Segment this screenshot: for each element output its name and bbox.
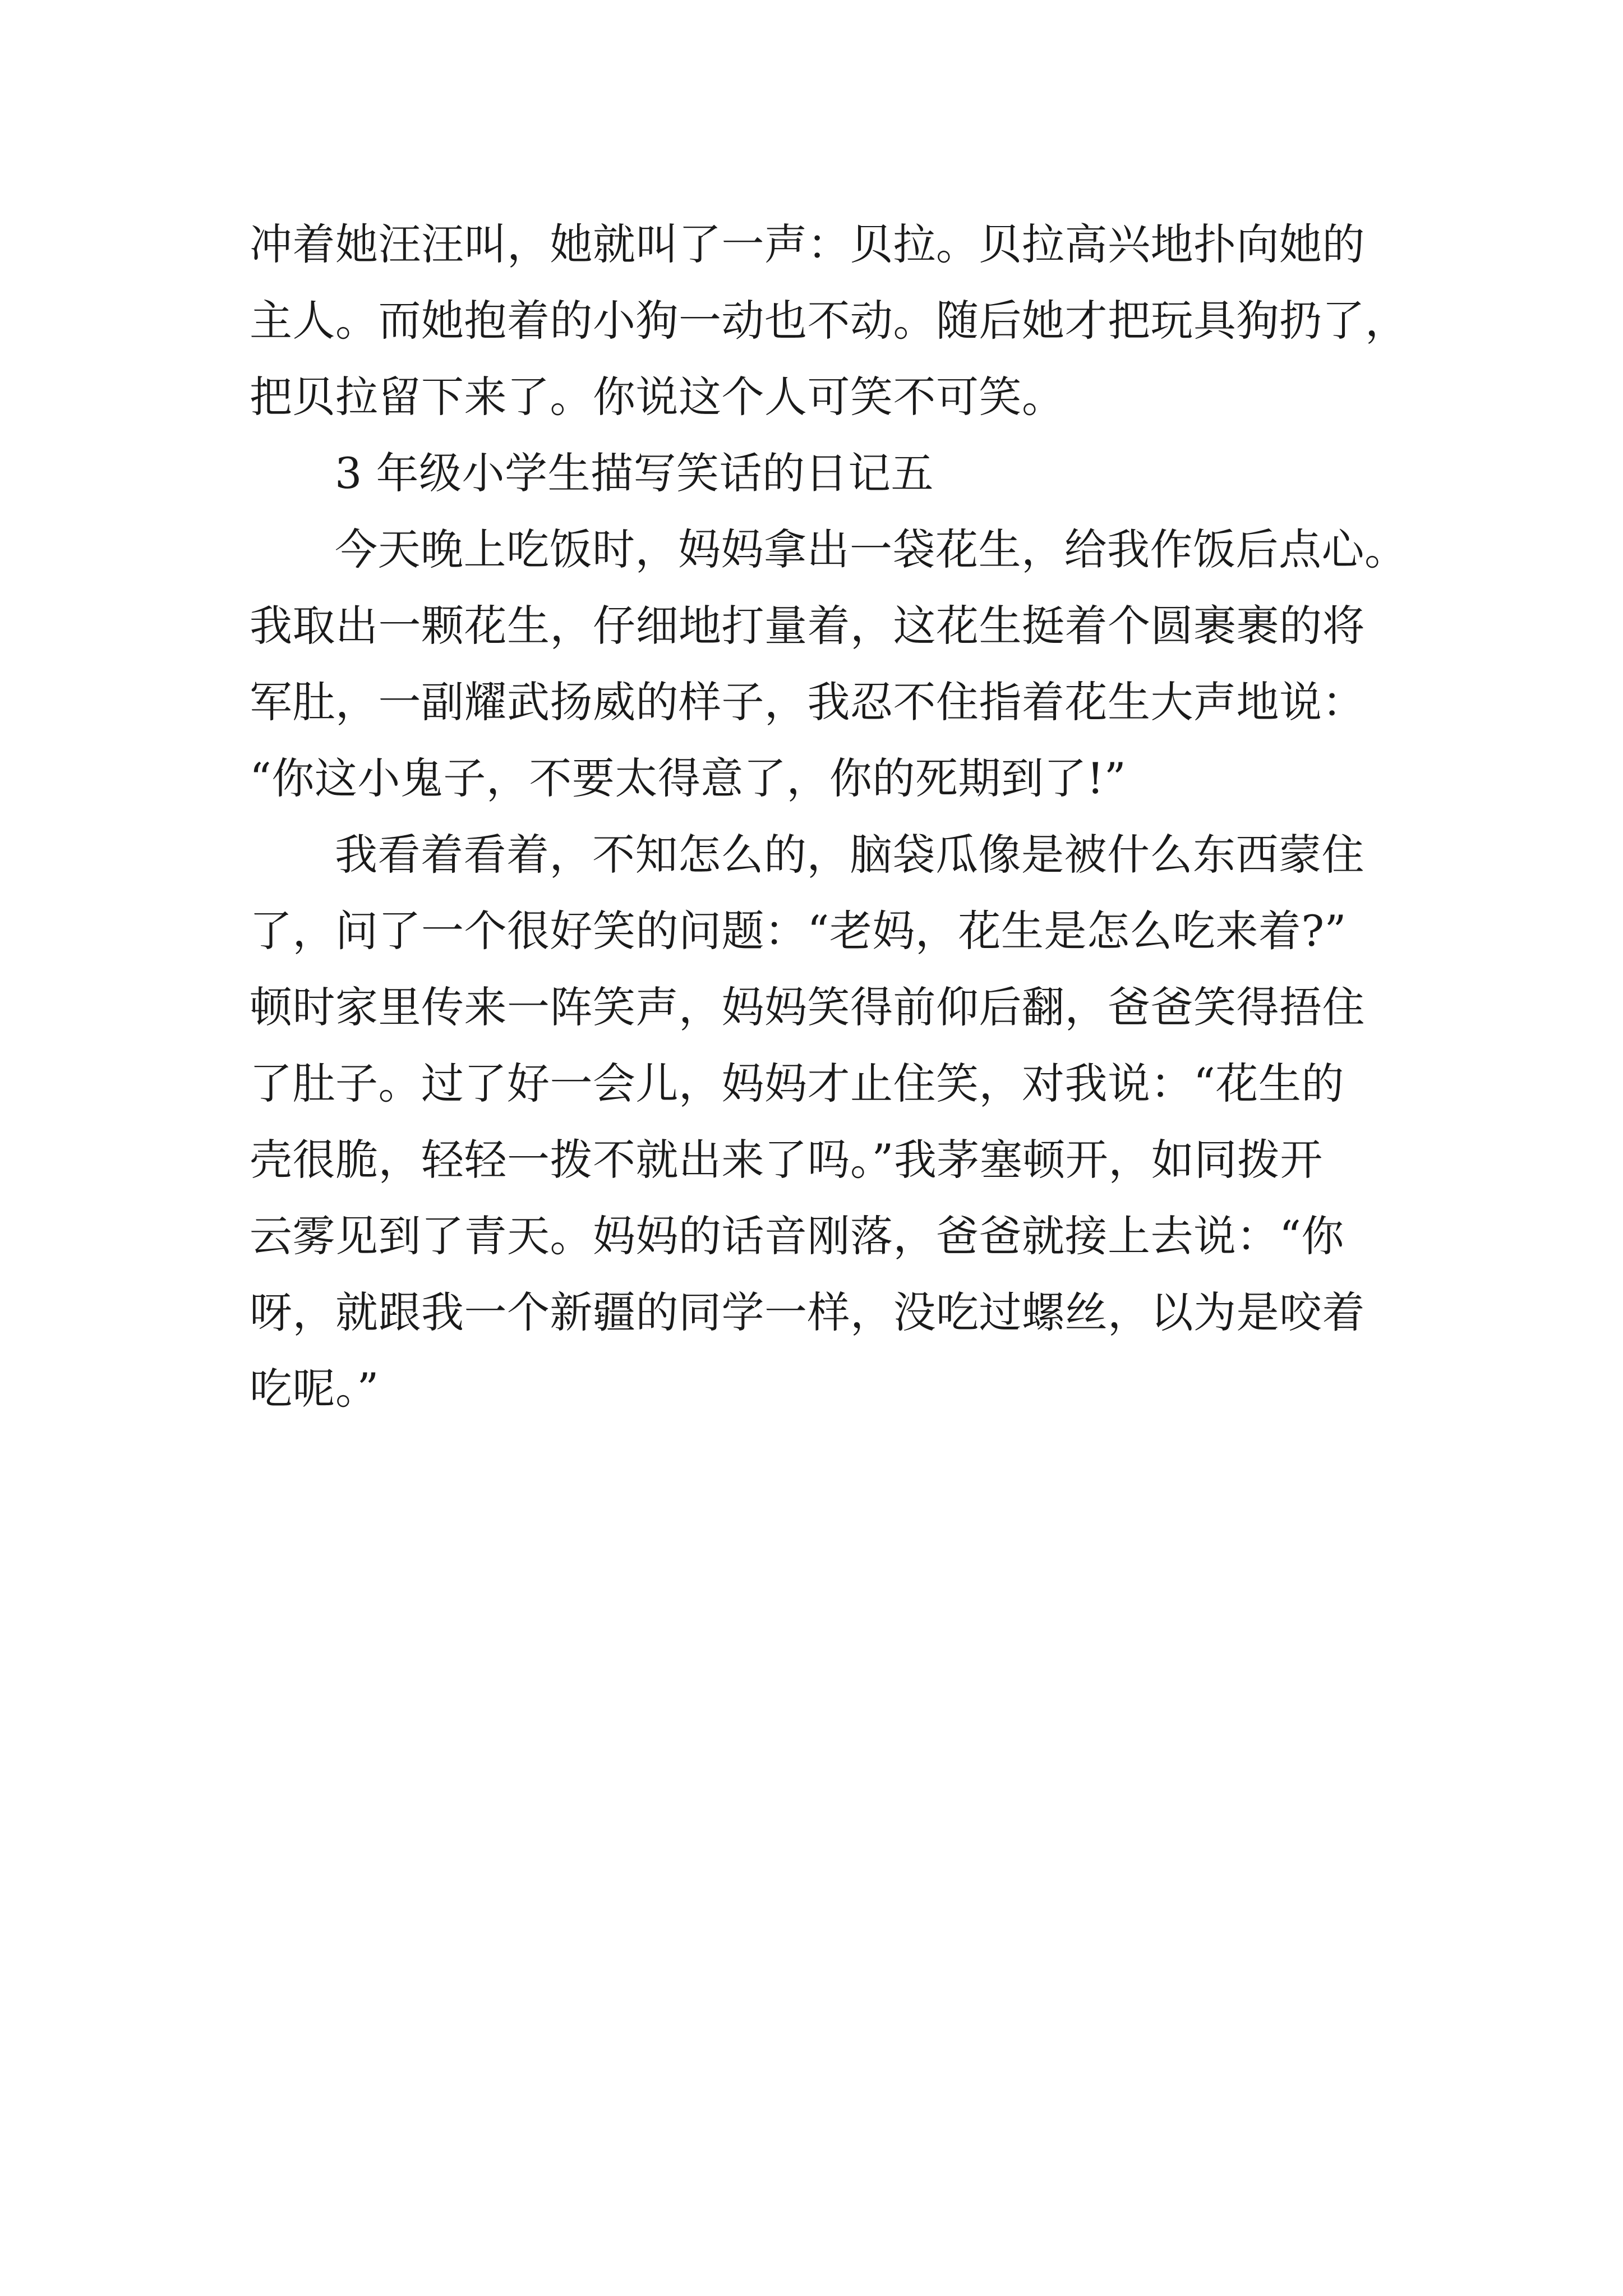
text-line: 了，问了一个很好笑的问题：“老妈，花生是怎么吃来着?” <box>250 906 1347 956</box>
text-line: 了肚子。过了好一会儿，妈妈才止住笑，对我说：“花生的 <box>250 1059 1344 1108</box>
text-line: 顿时家里传来一阵笑声，妈妈笑得前仰后翻，爸爸笑得捂住 <box>250 982 1365 1032</box>
paragraph-start-line: 今天晚上吃饭时，妈妈拿出一袋花生，给我作饭后点心。 <box>335 524 1408 574</box>
text-line: “你这小鬼子，不要太得意了，你的死期到了!” <box>250 753 1127 803</box>
text-line: 呀，就跟我一个新疆的同学一样，没吃过螺丝，以为是咬着 <box>250 1287 1365 1337</box>
paragraph-start-line: 我看着看着，不知怎么的，脑袋瓜像是被什么东西蒙住 <box>335 830 1364 880</box>
text-line: 我取出一颗花生，仔细地打量着，这花生挺着个圆裹裹的将 <box>250 601 1365 651</box>
text-line: 主人。而她抱着的小狗一动也不动。随后她才把玩具狗扔了， <box>250 296 1408 346</box>
text-line: 冲着她汪汪叫，她就叫了一声：贝拉。贝拉高兴地扑向她的 <box>250 219 1365 269</box>
document-body <box>250 206 1408 1427</box>
text-line: 壳很脆，轻轻一拨不就出来了吗。”我茅塞顿开，如同拨开 <box>250 1135 1323 1185</box>
text-line: 军肚，一副耀武扬威的样子，我忍不住指着花生大声地说： <box>250 677 1365 727</box>
text-line: 云雾见到了青天。妈妈的话音刚落，爸爸就接上去说：“你 <box>250 1211 1344 1261</box>
section-heading: 3 年级小学生描写笑话的日记五 <box>335 448 934 498</box>
text-line: 把贝拉留下来了。你说这个人可笑不可笑。 <box>250 372 1065 422</box>
text-line: 吃呢。” <box>250 1364 379 1414</box>
